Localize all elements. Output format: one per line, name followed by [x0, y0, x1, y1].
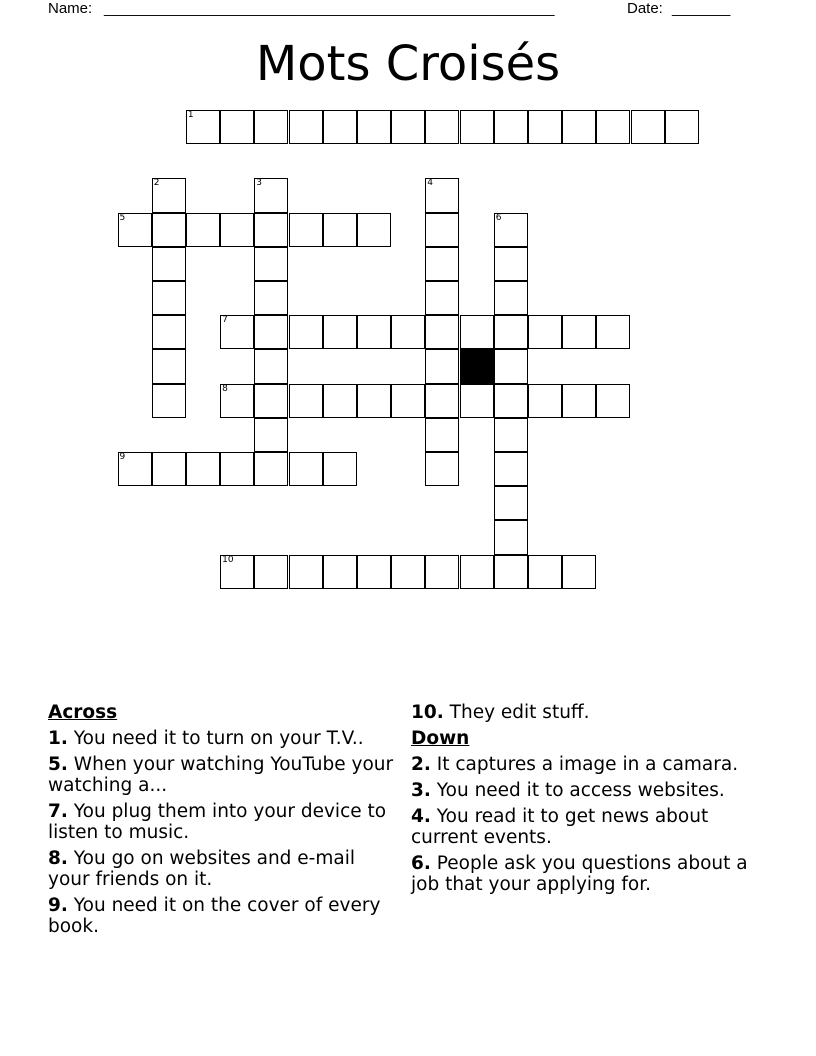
crossword-cell[interactable] [220, 110, 254, 144]
crossword-cell[interactable] [323, 110, 357, 144]
cell-number: 9 [119, 452, 126, 462]
clue-text: People ask you questions about a job that your applying for. [411, 853, 748, 895]
cell-number: 6 [495, 212, 502, 223]
crossword-cell[interactable] [118, 213, 152, 247]
crossword-cell[interactable] [254, 281, 288, 315]
cell-number: 2 [153, 178, 160, 189]
crossword-cell[interactable] [425, 178, 459, 212]
cell-number: 3 [256, 178, 263, 189]
crossword-cell[interactable] [528, 110, 562, 144]
crossword-cell[interactable] [562, 384, 596, 418]
clue-text: You plug them into your device to listen to music. [48, 801, 387, 843]
crossword-cell[interactable] [460, 110, 494, 144]
date-label: Date: [627, 0, 663, 17]
crossword-cell[interactable] [425, 418, 459, 452]
crossword-cell[interactable] [494, 384, 528, 418]
clue-number: 7. [48, 801, 68, 822]
crossword-cell[interactable] [528, 384, 562, 418]
crossword-cell[interactable] [494, 213, 528, 247]
crossword-cell[interactable] [289, 555, 323, 589]
crossword-cell[interactable] [323, 452, 357, 486]
crossword-cell[interactable] [152, 349, 186, 383]
crossword-cell[interactable] [289, 110, 323, 144]
cell-number: 4 [427, 178, 434, 189]
crossword-cell[interactable] [494, 486, 528, 520]
crossword-cell[interactable] [289, 452, 323, 486]
across-clue [411, 702, 751, 723]
down-clue [411, 853, 751, 895]
clue-text: You need it on the cover of every book. [48, 895, 381, 937]
page-title: Mots Croisés [255, 36, 561, 92]
crossword-cell[interactable] [494, 281, 528, 315]
crossword-cell[interactable] [494, 452, 528, 486]
crossword-cell[interactable] [357, 110, 391, 144]
crossword-cell[interactable] [425, 213, 459, 247]
crossword-cell[interactable] [118, 452, 152, 486]
crossword-cell[interactable] [289, 213, 323, 247]
crossword-cell[interactable] [391, 110, 425, 144]
clue-number: 2. [411, 754, 431, 775]
crossword-cell[interactable] [357, 213, 391, 247]
clue-text: You go on websites and e-mail your friends on it. [48, 848, 356, 890]
clue-text: It captures a image in a camara. [436, 754, 739, 775]
name-field[interactable]: ______________________________________________________ [104, 0, 555, 17]
across-clue [48, 848, 398, 890]
clues-left-column [48, 702, 398, 942]
crossword-cell[interactable] [152, 281, 186, 315]
crossword-cell[interactable] [323, 384, 357, 418]
crossword-cell[interactable] [323, 315, 357, 349]
crossword-cell[interactable] [152, 247, 186, 281]
across-heading: Across [48, 702, 118, 723]
crossword-cell[interactable] [289, 384, 323, 418]
down-clue [411, 780, 751, 801]
crossword-cell[interactable] [357, 555, 391, 589]
clue-text: When your watching YouTube your watching a... [48, 754, 394, 796]
clue-number: 8. [48, 848, 68, 869]
crossword-cell[interactable] [254, 247, 288, 281]
clue-text: They edit stuff. [449, 702, 590, 723]
clue-text: You need it to turn on your T.V.. [73, 728, 364, 749]
crossword-cell[interactable] [596, 384, 630, 418]
crossword-cell[interactable] [528, 555, 562, 589]
clue-text: You need it to access websites. [436, 780, 725, 801]
down-heading: Down [411, 728, 470, 749]
date-field[interactable]: _______ [672, 0, 731, 17]
across-clue [48, 801, 398, 843]
crossword-cell[interactable] [460, 315, 494, 349]
crossword-cell[interactable] [152, 178, 186, 212]
crossword-cell[interactable] [425, 315, 459, 349]
crossword-cell[interactable] [494, 247, 528, 281]
across-clue [48, 895, 398, 937]
crossword-cell[interactable] [186, 452, 220, 486]
crossword-cell[interactable] [254, 384, 288, 418]
crossword-cell[interactable] [254, 315, 288, 349]
crossword-cell[interactable] [186, 213, 220, 247]
crossword-cell[interactable] [323, 213, 357, 247]
across-clue [48, 728, 398, 749]
crossword-cell[interactable] [152, 452, 186, 486]
cell-number: 1 [187, 110, 194, 120]
crossword-cell[interactable] [220, 452, 254, 486]
crossword-cell[interactable] [562, 315, 596, 349]
crossword-cell[interactable] [425, 247, 459, 281]
crossword-cell[interactable] [494, 520, 528, 554]
clue-number: 6. [411, 853, 431, 874]
crossword-cell[interactable] [254, 452, 288, 486]
crossword-cell[interactable] [357, 384, 391, 418]
crossword-cell[interactable] [254, 110, 288, 144]
crossword-cell[interactable] [460, 555, 494, 589]
clue-number: 5. [48, 754, 68, 775]
crossword-black-cell [460, 349, 494, 383]
crossword-cell[interactable] [494, 555, 528, 589]
crossword-cell[interactable] [494, 418, 528, 452]
crossword-cell[interactable] [323, 555, 357, 589]
crossword-cell[interactable] [562, 555, 596, 589]
crossword-cell[interactable] [254, 418, 288, 452]
crossword-cell[interactable] [425, 349, 459, 383]
clue-number: 1. [48, 728, 68, 749]
crossword-cell[interactable] [528, 315, 562, 349]
cell-number: 5 [119, 212, 126, 223]
cell-number: 8 [222, 383, 228, 394]
crossword-cell[interactable] [494, 315, 528, 349]
crossword-cell[interactable] [220, 315, 254, 349]
crossword-cell[interactable] [254, 213, 288, 247]
crossword-cell[interactable] [391, 315, 425, 349]
crossword-cell[interactable] [665, 110, 699, 144]
clue-number: 4. [411, 806, 431, 827]
across-clue [48, 754, 398, 796]
crossword-cell[interactable] [289, 315, 323, 349]
clue-number: 10. [411, 702, 444, 723]
crossword-cell[interactable] [152, 315, 186, 349]
down-clue [411, 806, 751, 848]
crossword-cell[interactable] [425, 110, 459, 144]
crossword-cell[interactable] [631, 110, 665, 144]
crossword-cell[interactable] [254, 349, 288, 383]
cell-number: 7 [222, 315, 228, 326]
crossword-cell[interactable] [186, 110, 220, 144]
crossword-cell[interactable] [425, 384, 459, 418]
crossword-cell[interactable] [254, 555, 288, 589]
crossword-cell[interactable] [254, 178, 288, 212]
crossword-cell[interactable] [220, 213, 254, 247]
crossword-cell[interactable] [152, 213, 186, 247]
crossword-cell[interactable] [494, 110, 528, 144]
name-label: Name: [48, 0, 93, 17]
clue-number: 3. [411, 780, 431, 801]
down-clue [411, 754, 751, 775]
clue-text: You read it to get news about current events. [411, 806, 709, 848]
crossword-cell[interactable] [220, 555, 254, 589]
cell-number: 10 [222, 554, 234, 565]
crossword-cell[interactable] [596, 315, 630, 349]
clue-number: 9. [48, 895, 68, 916]
crossword-cell[interactable] [220, 384, 254, 418]
crossword-cell[interactable] [357, 315, 391, 349]
crossword-cell[interactable] [460, 384, 494, 418]
crossword-cell[interactable] [391, 555, 425, 589]
crossword-cell[interactable] [425, 555, 459, 589]
crossword-cell[interactable] [494, 349, 528, 383]
clues-right-column [411, 702, 751, 900]
crossword-cell[interactable] [425, 452, 459, 486]
crossword-cell[interactable] [391, 384, 425, 418]
crossword-cell[interactable] [425, 281, 459, 315]
crossword-cell[interactable] [562, 110, 596, 144]
crossword-cell[interactable] [152, 384, 186, 418]
crossword-cell[interactable] [596, 110, 630, 144]
